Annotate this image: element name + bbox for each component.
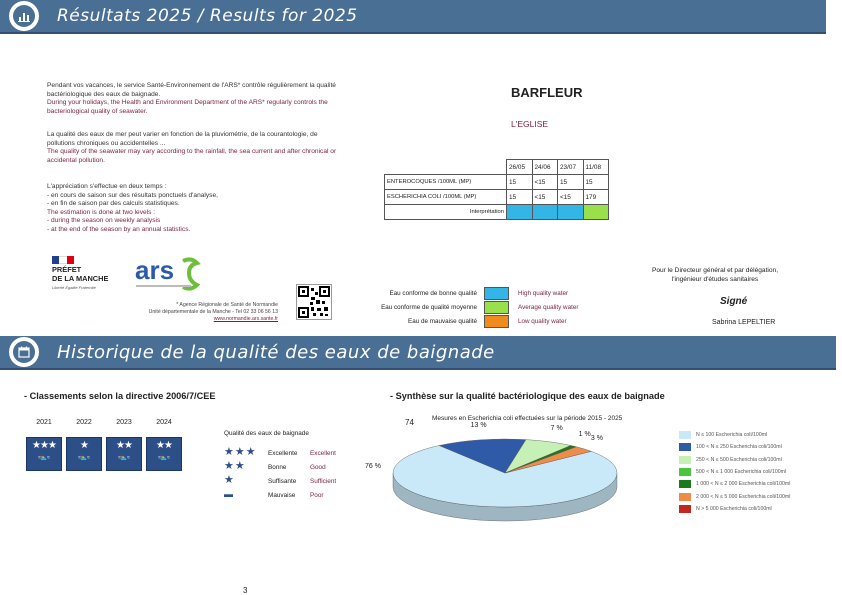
classification-badge — [26, 437, 62, 471]
year-label: 2021 — [36, 419, 52, 426]
ars-caption-2: Unité départementale de la Manche - Tel 02 33 06 56 13 — [148, 308, 278, 315]
intro-p3-en-3: - at the end of the season by an annual statistics. — [47, 225, 191, 233]
pie-slice-label: 3 % — [590, 435, 603, 443]
classification-en: Sufficient — [310, 478, 337, 485]
star-icon: ★★ — [116, 440, 132, 451]
results-table — [384, 159, 609, 220]
pie-legend-swatch — [679, 456, 691, 464]
legend-en: High quality water — [518, 290, 569, 297]
legend-fr: Eau conforme de qualité moyenne — [381, 304, 477, 311]
classification-fr: Mauvaise — [268, 492, 296, 499]
year-label: 2024 — [156, 419, 172, 426]
ars-caption-1: * Agence Régionale de Santé de Normandie — [176, 302, 278, 308]
intro-p2-fr: La qualité des eaux de mer peut varier en fonction de la pluviométrie, de la courantologie, de pollutions chroniques ou accidentelles ... — [47, 131, 318, 147]
intro-p1-fr: Pendant vos vacances, le service Santé-Environnement de l'ARS* contrôle régulièrement la qualité bactériologique des eaux de baignade. — [47, 82, 336, 98]
value-cell: 179 — [583, 190, 609, 205]
row-label: ENTEROCOQUES /100ML (MP) — [385, 175, 507, 190]
interpretation-swatch — [507, 205, 533, 220]
intro-p1-en: During your holidays, the Health and Environment Department of the ARS* regularly controls the bacteriological quality of seawater. — [47, 99, 328, 115]
legend-fr: Eau de mauvaise qualité — [408, 318, 477, 325]
interpretation-swatch — [558, 205, 584, 220]
legend-row-average — [360, 301, 620, 313]
legend-fr: Eau conforme de bonne qualité — [389, 290, 477, 297]
results-title: Résultats 2025 / Results for 2025 — [57, 6, 358, 26]
signer-name: Sabrina LEPELTIER — [712, 319, 776, 326]
prefet-motto: Liberté Égalité Fraternité — [52, 285, 96, 290]
star-icon: ★★★ — [32, 440, 56, 451]
classification-badge — [66, 437, 102, 471]
date-cell: 26/05 — [507, 160, 533, 175]
pie-legend-label: N ≤ 100 Escherichia coli/100ml — [696, 432, 768, 438]
pie-legend-swatch — [679, 431, 691, 439]
pie-legend-label: 1 000 < N ≤ 2 000 Escherichia coli/100ml — [696, 481, 791, 488]
intro-p3-fr-1: L'appréciation s'effectue en deux temps : — [47, 183, 167, 190]
intro-p3-en-2: - during the season on weekly analysis — [47, 217, 161, 224]
pie-legend-label: 250 < N ≤ 500 Escherichia coli/100ml — [696, 456, 782, 463]
star-icon: ★★★ — [224, 446, 257, 458]
synthesis-subtitle: - Synthèse sur la qualité bactériologique des eaux de baignade — [390, 391, 665, 401]
pie-slice-label: 76 % — [365, 463, 381, 470]
date-cell: 24/06 — [532, 160, 558, 175]
swimmer-icon: ≈🏊≈ — [38, 455, 50, 461]
pie-chart — [360, 425, 680, 535]
value-cell: <15 — [532, 190, 558, 205]
pie-legend-row — [679, 455, 829, 466]
pie-legend-swatch — [679, 493, 691, 501]
history-banner — [0, 336, 836, 370]
signature-line-1: Pour le Directeur général et par délégation, — [651, 267, 779, 274]
pie-legend-row — [679, 479, 829, 490]
classification-legend-title: Qualité des eaux de baignade — [224, 430, 309, 437]
interpretation-label: Interprétation — [385, 205, 507, 220]
value-cell: 15 — [583, 175, 609, 190]
classification-fr: Excellente — [268, 450, 298, 457]
pie-slice-label: 1 % — [578, 431, 591, 439]
intro-paragraph-1 — [47, 82, 347, 116]
year-label: 2023 — [116, 419, 132, 426]
signature-line-2: l'ingénieur d'études sanitaires — [671, 275, 759, 283]
classification-en: Excellent — [310, 450, 336, 457]
measurement-count: 74 — [405, 418, 414, 427]
table-row — [385, 190, 609, 205]
signature-block — [620, 267, 810, 284]
classification-en: Good — [310, 464, 326, 471]
intro-p3-fr-3: - en fin de saison par des calculs statistiques. — [47, 200, 180, 207]
calendar-icon — [9, 337, 39, 367]
intro-p3-en-1: The estimation is done at two levels : — [47, 208, 156, 216]
interpretation-swatch — [532, 205, 558, 220]
star-icon: ★★ — [224, 460, 246, 472]
legend-en: Average quality water — [518, 304, 579, 311]
pie-legend-label: 2 000 < N ≤ 5 000 Escherichia coli/100ml — [696, 493, 791, 500]
classification-en: Poor — [310, 492, 324, 499]
classification-badge — [106, 437, 142, 471]
prefet-line-1: PRÉFET — [52, 265, 82, 274]
bar-icon: ▬ — [224, 489, 234, 499]
intro-p2-en: The quality of the seawater may vary according to the rainfall, the sea current and after chronical or accidental pollution. — [47, 148, 337, 164]
value-cell: 15 — [558, 175, 584, 190]
interpretation-row — [385, 205, 609, 220]
pie-legend-row — [679, 442, 829, 453]
prefet-logo — [52, 256, 108, 290]
classification-badge — [146, 437, 182, 471]
star-icon: ★ — [80, 440, 88, 451]
pie-legend-row — [679, 504, 829, 515]
swimmer-icon: ≈🏊≈ — [158, 455, 170, 461]
signed-mark: Signé — [720, 296, 748, 307]
results-banner — [0, 0, 826, 34]
intro-paragraph-2 — [47, 131, 347, 165]
marianne-flag-icon — [52, 256, 74, 264]
swimmer-icon: ≈🏊≈ — [118, 455, 130, 461]
pie-slice-label: 13 % — [470, 422, 487, 430]
history-title: Historique de la qualité des eaux de baignade — [57, 341, 495, 363]
interpretation-swatch — [583, 205, 609, 220]
table-row — [385, 175, 609, 190]
ars-caption — [110, 302, 278, 322]
classification-fr: Suffisante — [268, 478, 297, 485]
legend-swatch — [484, 315, 509, 328]
legend-swatch — [484, 287, 509, 300]
ars-logo-text: ars — [135, 255, 175, 285]
history-subtitle: - Classements selon la directive 2006/7/CEE — [24, 391, 216, 401]
date-cell: 23/07 — [558, 160, 584, 175]
pie-chart-title: Mesures en Escherichia coli effectuées sur la période 2015 - 2025 — [432, 415, 623, 422]
star-icon: ★★ — [156, 440, 172, 451]
pie-legend-label: 100 < N ≤ 250 Escherichia coli/100ml — [696, 444, 782, 451]
ars-logo — [133, 255, 203, 295]
year-label: 2022 — [76, 419, 92, 426]
legend-row-low — [360, 315, 620, 327]
date-cell: 11/08 — [583, 160, 609, 175]
row-label: ESCHERICHIA COLI /100ML (MP) — [385, 190, 507, 205]
star-icon: ★ — [224, 474, 235, 486]
pie-legend-swatch — [679, 468, 691, 476]
swimmer-icon: ≈🏊≈ — [78, 455, 90, 461]
pie-legend-swatch — [679, 480, 691, 488]
prefet-line-2: DE LA MANCHE — [52, 273, 109, 283]
intro-p3-fr-2: - en cours de saison sur des résultats ponctuels d'analyse, — [47, 191, 218, 199]
pie-legend-swatch — [679, 443, 691, 451]
pie-legend-swatch — [679, 505, 691, 513]
ars-website-link[interactable]: www.normandie.ars.sante.fr — [213, 315, 278, 322]
pie-legend-row — [679, 492, 829, 503]
value-cell: <15 — [532, 175, 558, 190]
pie-legend-row — [679, 430, 829, 441]
site-commune: BARFLEUR — [511, 85, 583, 100]
value-cell: 15 — [507, 190, 533, 205]
site-beach: L'EGLISE — [511, 119, 549, 129]
pie-legend-row — [679, 467, 829, 478]
pie-legend-label: 500 < N ≤ 1 000 Escherichia coli/100ml — [696, 468, 787, 475]
legend-row-high — [360, 287, 620, 299]
table-header-row — [385, 160, 609, 175]
intro-paragraph-3 — [47, 183, 347, 234]
page-number: 3 — [243, 586, 248, 595]
qr-code-icon[interactable] — [296, 284, 332, 320]
classification-fr: Bonne — [268, 464, 287, 471]
legend-en: Low quality water — [518, 318, 567, 325]
bar-chart-icon — [9, 1, 39, 31]
value-cell: <15 — [558, 190, 584, 205]
pie-legend-label: N > 5 000 Escherichia coli/100ml — [696, 505, 772, 512]
pie-slice-label: 7 % — [550, 424, 563, 432]
value-cell: 15 — [507, 175, 533, 190]
legend-swatch — [484, 301, 509, 314]
